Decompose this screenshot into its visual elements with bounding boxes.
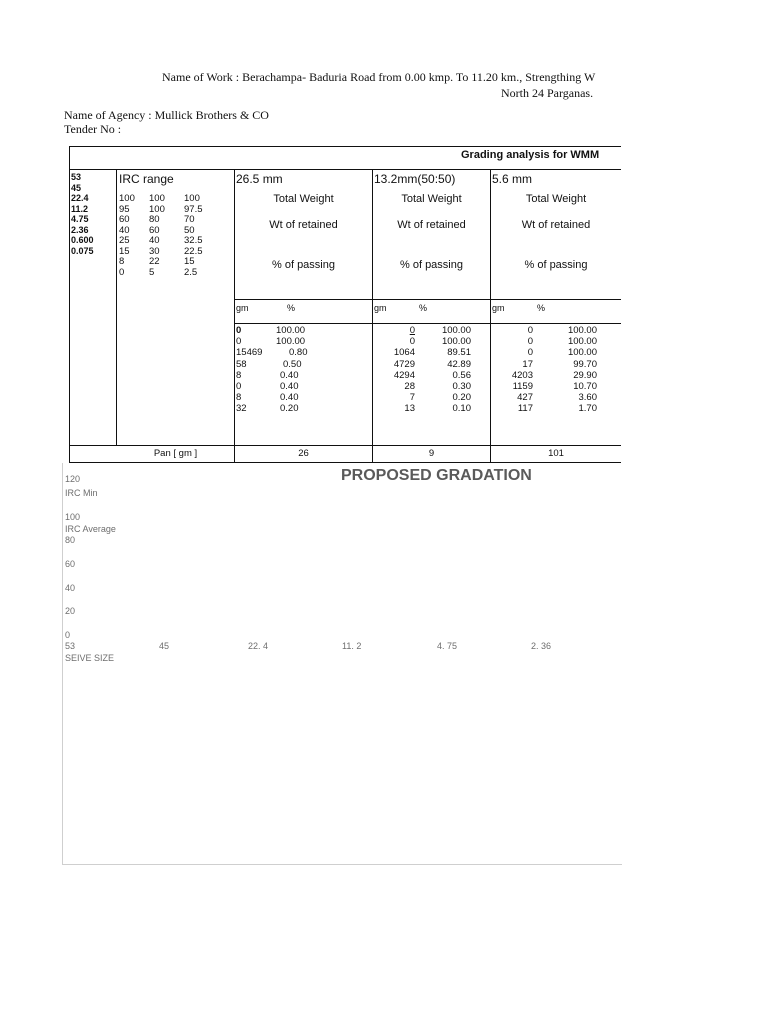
sieve-size-list: 53 45 22.4 11.2 4.75 2.36 0.600 0.075 <box>71 172 94 256</box>
total-weight-label-3: Total Weight <box>525 193 587 205</box>
y-tick-20: 20 <box>65 606 76 616</box>
total-weight-label-2: Total Weight <box>401 193 462 205</box>
gradation-chart <box>62 463 622 865</box>
col-26mm-values: 0 100.00 0 100.00 15469 0.80 58 0.50 8 0.40 0 0.40 8 0.40 32 0.20 <box>236 325 308 415</box>
table-title: Grading analysis for WMM <box>461 149 600 161</box>
y-tick-60: 60 <box>65 559 76 569</box>
x-tick-22-4: 22. 4 <box>248 641 269 651</box>
unit-gm-2: gm <box>374 303 387 313</box>
unit-pct-1: % <box>287 303 296 313</box>
chart-title: PROPOSED GRADATION <box>341 467 532 484</box>
col-head-26mm: 26.5 mm <box>236 172 283 186</box>
x-axis-label: SEIVE SIZE <box>65 653 115 663</box>
unit-pct-3: % <box>537 303 546 313</box>
pct-passing-label-3: % of passing <box>524 259 588 271</box>
grading-table <box>69 146 621 463</box>
legend-irc-min: IRC Min <box>65 488 98 498</box>
pan-value-26mm: 26 <box>298 448 309 459</box>
pct-passing-label-1: % of passing <box>272 259 335 271</box>
y-tick-40: 40 <box>65 583 76 593</box>
total-weight-label-1: Total Weight <box>273 193 334 205</box>
pan-value-13mm: 9 <box>428 448 435 459</box>
x-tick-45: 45 <box>159 641 170 651</box>
x-tick-4-75: 4. 75 <box>437 641 458 651</box>
unit-gm-1: gm <box>236 303 249 313</box>
agency-name: Name of Agency : Mullick Brothers & CO <box>64 108 269 122</box>
y-tick-0: 0 <box>65 630 71 640</box>
district: North 24 Parganas. <box>501 86 594 100</box>
col-head-irc: IRC range <box>119 172 174 186</box>
col-head-5mm: 5.6 mm <box>492 172 533 186</box>
unit-pct-2: % <box>419 303 428 313</box>
name-of-work: Name of Work : Berachampa- Baduria Road from 0.00 kmp. To 11.20 km., Strengthing W <box>162 70 596 84</box>
legend-irc-average: IRC Average <box>65 524 116 534</box>
y-tick-120: 120 <box>65 474 81 484</box>
col-head-13mm: 13.2mm(50:50) <box>374 172 456 186</box>
irc-range-values: 100 100 100 95 100 97.5 60 80 70 40 60 50 25 40 32.5 15 30 22.5 8 22 15 0 5 2.5 <box>119 193 203 278</box>
tender-no: Tender No : <box>64 122 122 136</box>
y-tick-100: 100 <box>65 512 81 522</box>
wt-retained-label-1: Wt of retained <box>269 219 338 231</box>
unit-gm-3: gm <box>492 303 505 313</box>
wt-retained-label-2: Wt of retained <box>397 219 466 231</box>
x-tick-2-36: 2. 36 <box>531 641 552 651</box>
x-tick-53: 53 <box>65 641 76 651</box>
col-13mm-values: 0 100.00 0 100.00 1064 89.51 4729 42.89 4294 0.56 28 0.30 7 0.20 13 0.10 <box>393 325 471 415</box>
pan-value-5mm: 101 <box>548 448 564 459</box>
pan-label: Pan [ gm ] <box>153 448 198 459</box>
x-tick-11-2: 11. 2 <box>342 641 362 651</box>
wt-retained-label-3: Wt of retained <box>521 219 591 231</box>
y-tick-80: 80 <box>65 535 76 545</box>
pct-passing-label-2: % of passing <box>400 259 463 271</box>
col-5mm-values: 0 100.00 0 100.00 0 100.00 17 99.70 4203 29.90 1159 10.70 427 3.60 117 1.70 <box>511 325 597 415</box>
